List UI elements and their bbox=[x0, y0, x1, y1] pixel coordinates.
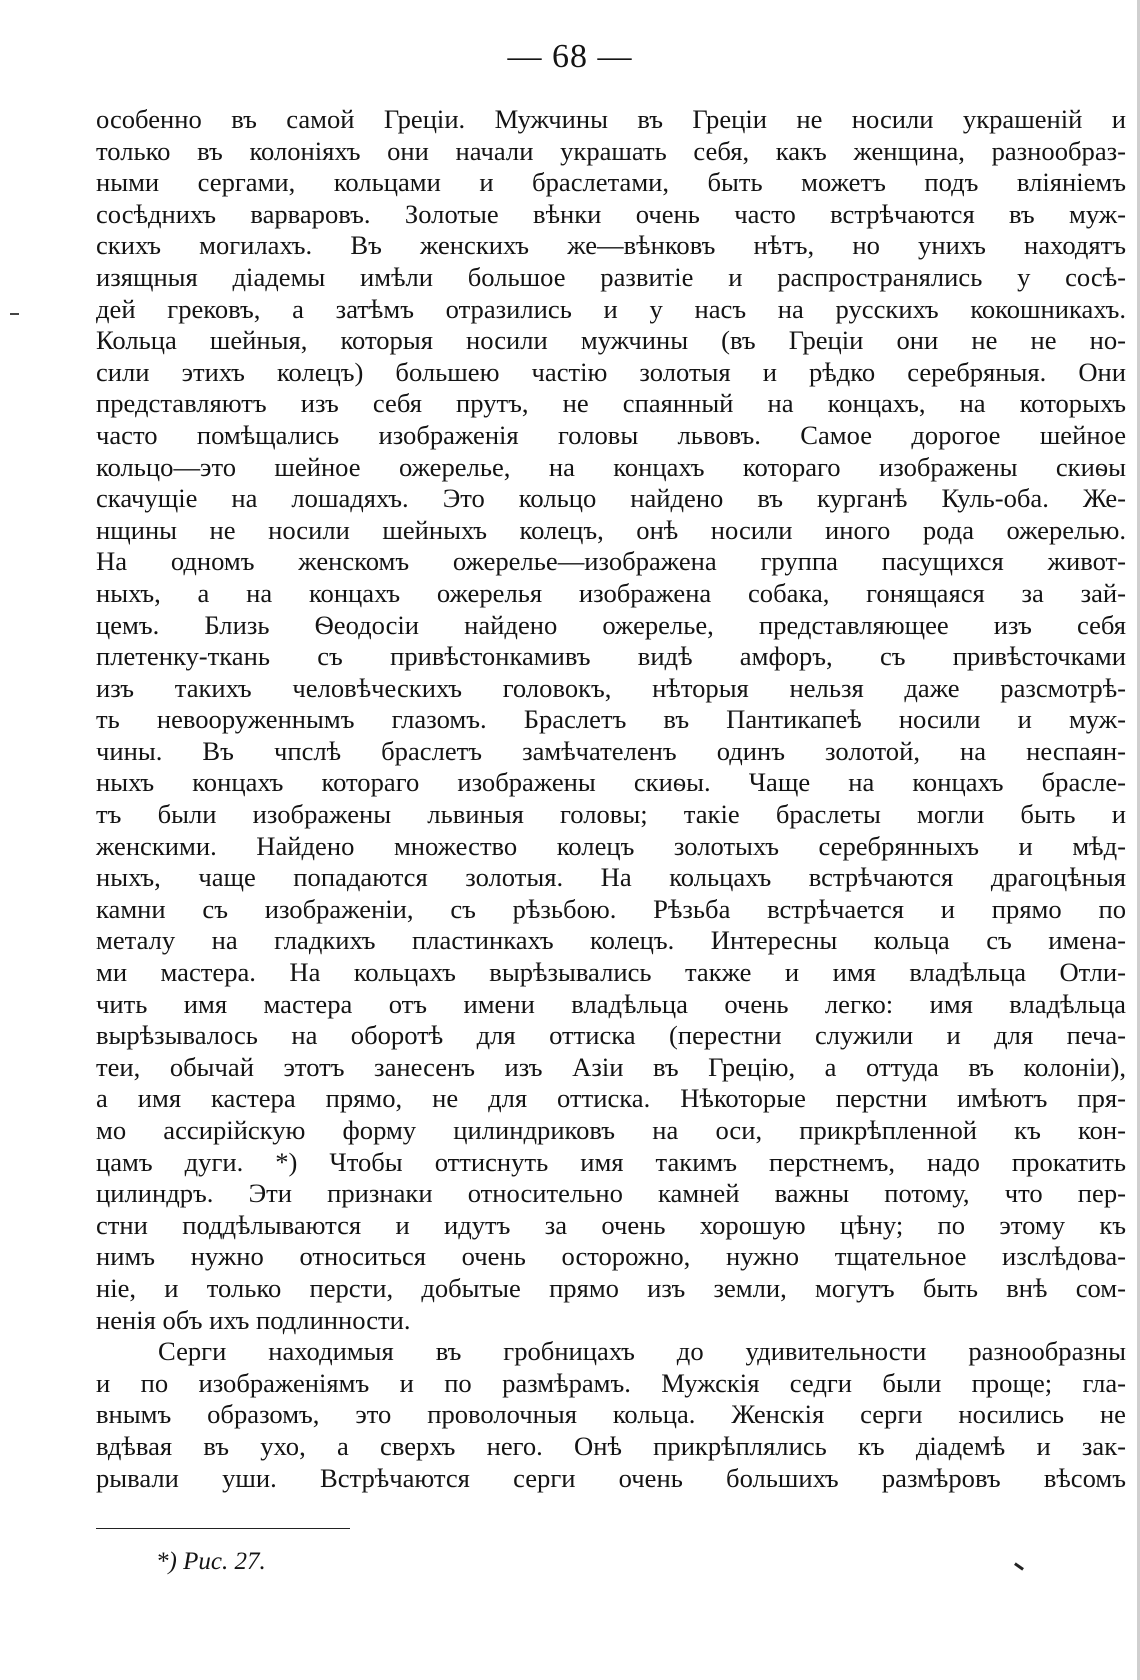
text-line: Кольца шейныя, которыя носили мужчины (въ Греціи они не не но- bbox=[96, 325, 1126, 356]
text-line: изящныя діадемы имѣли большое развитіе и распространялись у сосѣ- bbox=[96, 261, 1126, 292]
text-line: чины. Въ чпслѣ браслетъ замѣчателенъ одинъ золотой, на неспаян- bbox=[96, 735, 1126, 766]
text-line: ныхъ, а на концахъ ожерелья изображена собака, гонящаяся за зай- bbox=[96, 577, 1126, 608]
paragraph-1 bbox=[96, 104, 1126, 1336]
text-line: камни съ изображеніи, съ рѣзьбою. Рѣзьба встрѣчается и прямо по bbox=[96, 893, 1126, 924]
text-line: металу на гладкихъ пластинкахъ колецъ. Интересны кольца съ имена- bbox=[96, 925, 1126, 956]
text-line: тъ были изображены львиныя головы; такіе браслеты могли быть и bbox=[96, 799, 1126, 830]
page-number: — 68 — bbox=[507, 38, 633, 75]
text-line: нщины не носили шейныхъ колецъ, онѣ носили иного рода ожерелью. bbox=[96, 514, 1126, 545]
text-line: На одномъ женскомъ ожерелье—изображена группа пасущихся живот- bbox=[96, 546, 1126, 577]
text-line: сосѣднихъ варваровъ. Золотые вѣнки очень часто встрѣчаются въ муж- bbox=[96, 198, 1126, 229]
text-line: ть невооруженнымъ глазомъ. Браслетъ въ Пантикапеѣ носили и муж- bbox=[96, 704, 1126, 735]
text-line: плетенку-ткань съ привѣстонкамивъ видѣ амфоръ, съ привѣсточками bbox=[96, 641, 1126, 672]
text-line: ніе, и только персти, добытые прямо изъ земли, могутъ быть внѣ сом- bbox=[96, 1272, 1126, 1303]
print-speck bbox=[1014, 1562, 1024, 1570]
paragraph-2 bbox=[96, 1336, 1126, 1494]
footnote: *) Рис. 27. bbox=[156, 1548, 266, 1575]
text-line: представляютъ изъ себя прутъ, не спаянный на концахъ, на которыхъ bbox=[96, 388, 1126, 419]
text-line: цемъ. Близь Ѳеодосіи найдено ожерелье, представляющее изъ себя bbox=[96, 609, 1126, 640]
text-line: Серги находимыя въ гробницахъ до удивительности разнообразны bbox=[158, 1336, 1126, 1367]
text-line: чить имя мастера отъ имени владѣльца очень легко: имя владѣльца bbox=[96, 988, 1126, 1019]
text-line: внымъ образомъ, это проволочныя кольца. Женскія серги носились не bbox=[96, 1399, 1126, 1430]
text-line: рывали уши. Встрѣчаются серги очень большихъ размѣровъ вѣсомъ bbox=[96, 1462, 1126, 1493]
text-line: вырѣзывалось на оборотѣ для оттиска (перестни служили и для печа- bbox=[96, 1020, 1126, 1051]
text-line: нимъ нужно относиться очень осторожно, нужно тщательное изслѣдова- bbox=[96, 1241, 1126, 1272]
text-line: а имя кастера прямо, не для оттиска. Нѣкоторые перстни имѣютъ пря- bbox=[96, 1083, 1126, 1114]
footnote-divider bbox=[96, 1528, 350, 1529]
text-line: особенно въ самой Греціи. Мужчины въ Греціи не носили украшеній и bbox=[96, 104, 1126, 134]
text-line: ми мастера. На кольцахъ вырѣзывались также и имя владѣльца Отли- bbox=[96, 957, 1126, 988]
text-line: вдѣвая въ ухо, а сверхъ него. Онѣ прикрѣплялись къ діадемѣ и зак- bbox=[96, 1430, 1126, 1461]
text-line: ными сергами, кольцами и браслетами, быть можетъ подъ вліяніемъ bbox=[96, 167, 1126, 198]
text-line: дей грековъ, а затѣмъ отразились и у насъ на русскихъ кокошникахъ. bbox=[96, 293, 1126, 324]
text-line: и по изображеніямъ и по размѣрамъ. Мужскія седги были проще; гла- bbox=[96, 1367, 1126, 1398]
text-line: стни поддѣлываются и идутъ за очень хорошую цѣну; по этому къ bbox=[96, 1209, 1126, 1240]
text-line: теи, обычай этотъ занесенъ изъ Азіи въ Грецію, а оттуда въ колоніи), bbox=[96, 1051, 1126, 1082]
text-line: цамъ дуги. *) Чтобы оттиснуть имя такимъ перстнемъ, надо прокатить bbox=[96, 1146, 1126, 1177]
text-line: ныхъ, чаще попадаются золотыя. На кольцахъ встрѣчаются драгоцѣныя bbox=[96, 862, 1126, 893]
text-line: скихъ могилахъ. Въ женскихъ же—вѣнковъ нѣтъ, но унихъ находятъ bbox=[96, 230, 1126, 261]
text-line: цилиндръ. Эти признаки относительно камней важны потому, что пер- bbox=[96, 1178, 1126, 1209]
text-line: только въ колоніяхъ они начали украшать себя, какъ женщина, разнообраз- bbox=[96, 135, 1126, 166]
text-line: ныхъ концахъ котораго изображены скиѳы. Чаще на концахъ брасле- bbox=[96, 767, 1126, 798]
text-line: женскими. Найдено множество колецъ золотыхъ серебрянныхъ и мѣд- bbox=[96, 830, 1126, 861]
text-line: кольцо—это шейное ожерелье, на концахъ котораго изображены скиѳы bbox=[96, 451, 1126, 482]
text-line: сили этихъ колецъ) большею частію золотыя и рѣдко серебряныя. Они bbox=[96, 356, 1126, 387]
text-line: изъ такихъ человѣческихъ головокъ, нѣторыя нельзя даже разсмотрѣ- bbox=[96, 672, 1126, 703]
margin-mark bbox=[10, 313, 19, 315]
text-line: часто помѣщались изображенія головы львовъ. Самое дорогое шейное bbox=[96, 419, 1126, 450]
body-text bbox=[96, 104, 1126, 1494]
text-line: скачущіе на лошадяхъ. Это кольцо найдено въ курганѣ Куль-оба. Же- bbox=[96, 483, 1126, 514]
text-line: мо ассирійскую форму цилиндриковъ на оси, прикрѣпленной къ кон- bbox=[96, 1115, 1126, 1145]
text-line: ненія объ ихъ подлинности. bbox=[96, 1304, 411, 1335]
